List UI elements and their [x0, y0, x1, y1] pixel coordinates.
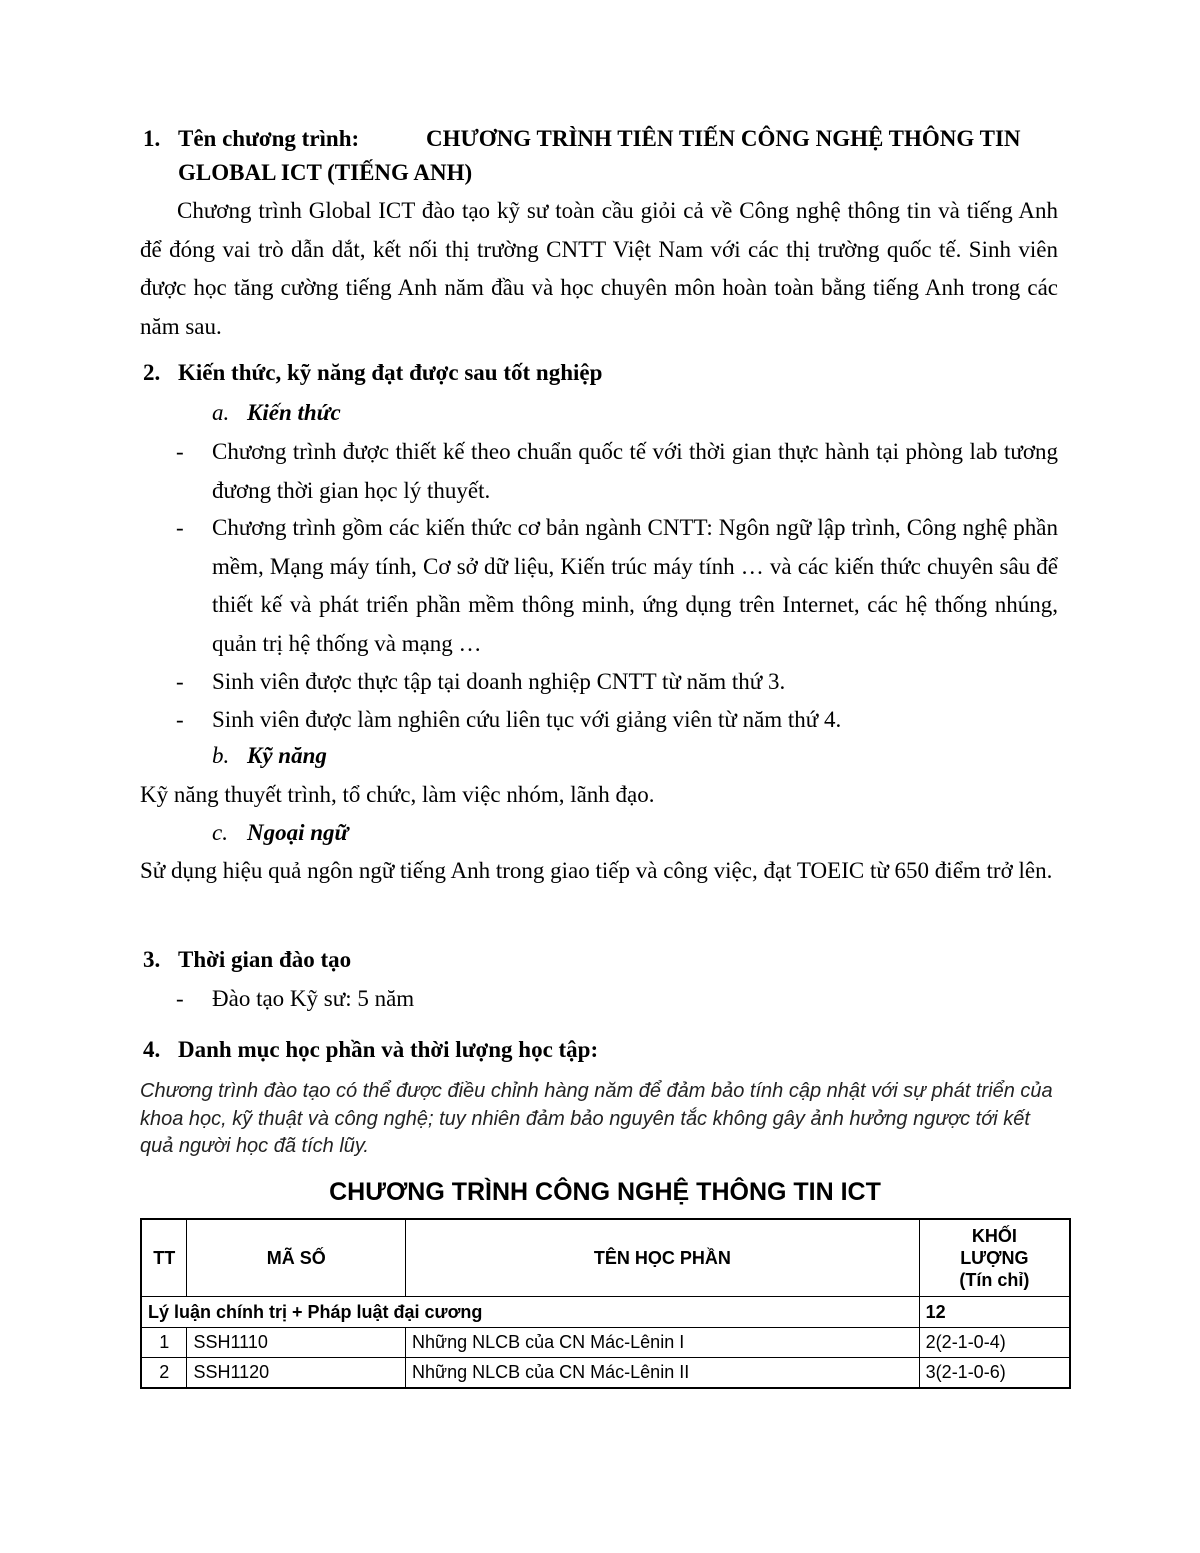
table-title: CHƯƠNG TRÌNH CÔNG NGHỆ THÔNG TIN ICT	[329, 1178, 881, 1206]
header-code: MÃ SỐ	[187, 1219, 406, 1297]
subsection-b-heading: b. Kỹ năng	[212, 743, 327, 768]
section-3-title: Thời gian đào tạo	[178, 947, 352, 972]
header-tt: TT	[141, 1219, 187, 1297]
list-item: - Chương trình gồm các kiến thức cơ bản ngành CNTT: Ngôn ngữ lập trình, Công nghệ phần mềm, Mạng máy tính, Cơ sở dữ liệu, Kiến trúc máy tính … và các kiến thức chuyên sâu để thiết kế và phát triển phần mềm thông minh, ứng dụng trên Internet, các hệ thống nhúng, quản trị hệ thống và mạng …	[176, 515, 1058, 656]
header-name: TÊN HỌC PHẦN	[406, 1219, 920, 1297]
program-description: Chương trình Global ICT đào tạo kỹ sư toàn cầu giỏi cả về Công nghệ thông tin và tiếng Anh để đóng vai trò dẫn dắt, kết nối thị trường CNTT Việt Nam với các thị trường quốc tế. Sinh viên được học tăng cường tiếng Anh năm đầu và học chuyên môn hoàn toàn bằng tiếng Anh trong các năm sau.	[140, 198, 1058, 339]
list-item: - Chương trình được thiết kế theo chuẩn quốc tế với thời gian thực hành tại phòng lab tương đương thời gian học lý thuyết.	[176, 439, 1058, 503]
section-3-heading: 3. Thời gian đào tạo	[143, 947, 352, 972]
subsection-c-heading: c. Ngoại ngữ	[212, 820, 349, 845]
curriculum-note: Chương trình đào tạo có thể được điều chỉnh hàng năm để đảm bảo tính cập nhật với sự phát triển của khoa học, kỹ thuật và công nghệ; tuy nhiên đảm bảo nguyên tắc không gây ảnh hưởng ngược tới kết quả người học đã tích lũy.	[140, 1080, 1053, 1157]
section-2-heading: 2. Kiến thức, kỹ năng đạt được sau tốt nghiệp	[143, 360, 603, 385]
skills-text: Kỹ năng thuyết trình, tổ chức, làm việc nhóm, lãnh đạo.	[140, 782, 655, 807]
table-group-row	[141, 1297, 1070, 1328]
group-credits: 12	[919, 1297, 1070, 1328]
language-text: Sử dụng hiệu quả ngôn ngữ tiếng Anh trong giao tiếp và công việc, đạt TOEIC từ 650 điểm trở lên.	[140, 858, 1053, 883]
section-1-number: 1.	[143, 126, 161, 151]
section-4-title: Danh mục học phần và thời lượng học tập:	[178, 1037, 599, 1062]
subsection-c-title: Ngoại ngữ	[247, 820, 349, 845]
section-4-heading: 4. Danh mục học phần và thời lượng học tập:	[143, 1037, 599, 1062]
program-name-label: Tên chương trình:	[178, 126, 360, 151]
section-1-heading	[143, 122, 1063, 190]
list-item: - Sinh viên được thực tập tại doanh nghiệp CNTT từ năm thứ 3.	[176, 669, 786, 694]
subsection-b-title: Kỹ năng	[247, 743, 327, 768]
program-title: CHƯƠNG TRÌNH TIÊN TIẾN CÔNG NGHỆ THÔNG TIN GLOBAL ICT (TIẾNG ANH)	[178, 126, 1021, 185]
subsection-a-title: Kiến thức	[247, 400, 341, 425]
header-credits: KHỐI LƯỢNG (Tín chỉ)	[919, 1219, 1070, 1297]
curriculum-table	[140, 1218, 1071, 1389]
list-item: - Đào tạo Kỹ sư: 5 năm	[176, 986, 415, 1011]
section-2-title: Kiến thức, kỹ năng đạt được sau tốt nghiệp	[178, 360, 603, 385]
table-header-row	[141, 1219, 1070, 1297]
table-row: 2 SSH1120 Những NLCB của CN Mác-Lênin II 3(2-1-0-6)	[141, 1358, 1070, 1389]
group-label: Lý luận chính trị + Pháp luật đại cương	[141, 1297, 919, 1328]
table-row: 1 SSH1110 Những NLCB của CN Mác-Lênin I 2(2-1-0-4)	[141, 1328, 1070, 1358]
list-item: - Sinh viên được làm nghiên cứu liên tục với giảng viên từ năm thứ 4.	[176, 707, 842, 732]
subsection-a-heading: a. Kiến thức	[212, 400, 341, 425]
